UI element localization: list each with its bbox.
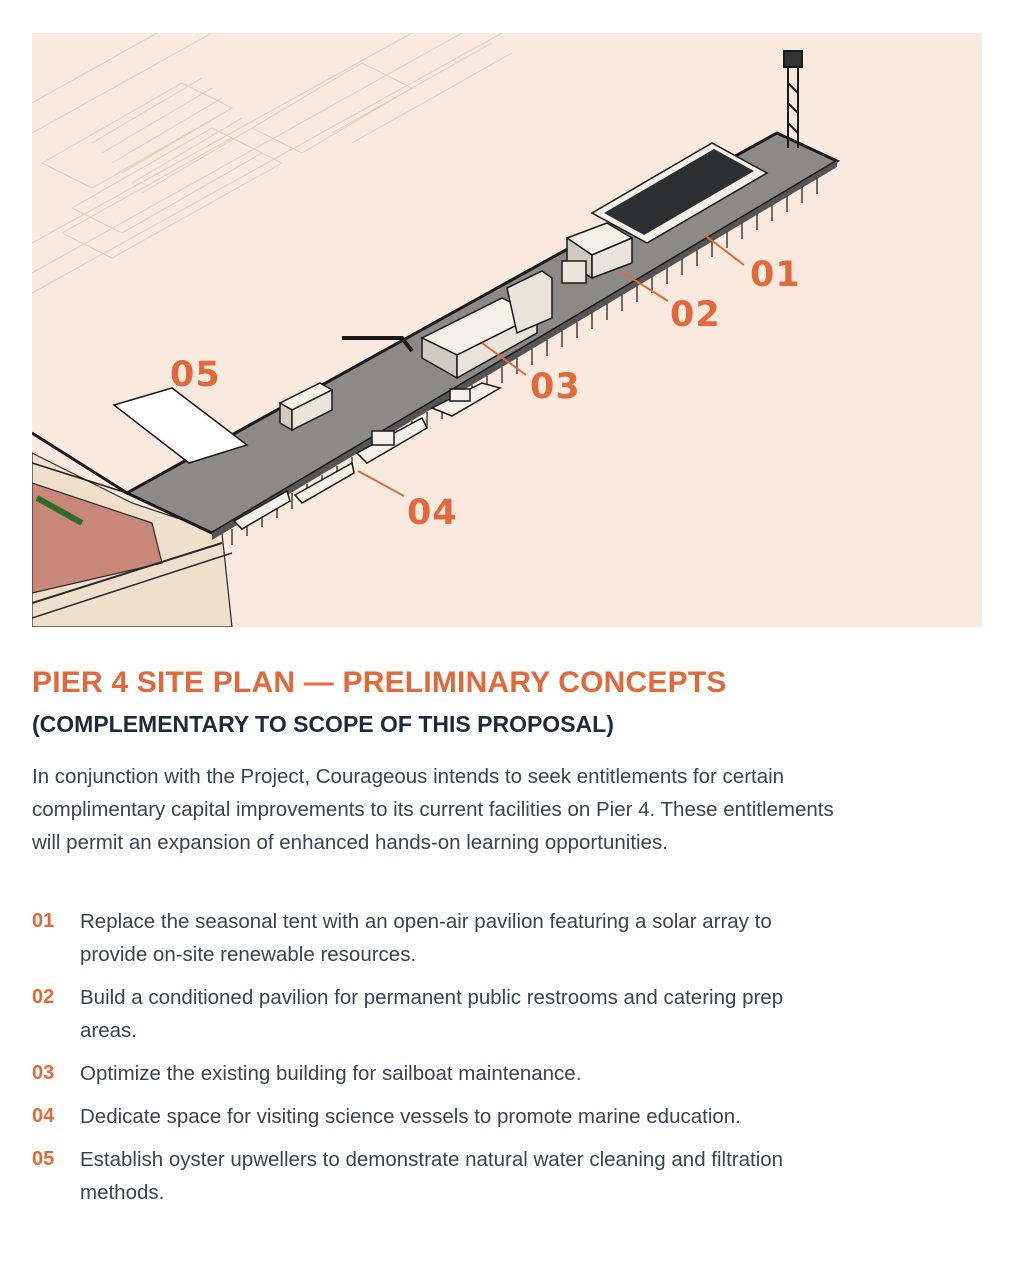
site-plan-illustration xyxy=(32,33,982,627)
callout-label-03: 03 xyxy=(530,367,581,407)
pier-axonometric-drawing xyxy=(32,33,982,627)
page-title: PIER 4 SITE PLAN — PRELIMINARY CONCEPTS xyxy=(32,666,727,699)
oyster-upweller-float xyxy=(114,388,247,463)
list-item xyxy=(32,981,842,1047)
item-text: Build a conditioned pavilion for permanent public restrooms and catering prep areas. xyxy=(80,986,784,1042)
item-number: 05 xyxy=(32,1148,55,1170)
background-buildings xyxy=(32,33,512,293)
callout-label-01: 01 xyxy=(750,255,801,295)
callout-label-02: 02 xyxy=(670,295,721,335)
item-number: 01 xyxy=(32,910,55,932)
intro-paragraph: In conjunction with the Project, Courageous intends to seek entitlements for certain complimentary capital improvements to its current facilities on Pier 4. These entitlements will permit an expansion of enhanced hands-on learning opportunities. xyxy=(32,765,834,854)
item-number: 04 xyxy=(32,1105,55,1127)
item-text: Optimize the existing building for sailboat maintenance. xyxy=(80,1062,582,1085)
item-number: 03 xyxy=(32,1062,55,1084)
list-item xyxy=(32,1143,842,1209)
list-item xyxy=(32,1057,842,1090)
page-subtitle: (COMPLEMENTARY TO SCOPE OF THIS PROPOSAL) xyxy=(32,711,614,737)
item-number: 02 xyxy=(32,986,55,1008)
item-text: Replace the seasonal tent with an open-air pavilion featuring a solar array to provide on-site renewable resources. xyxy=(80,910,772,966)
item-text: Establish oyster upwellers to demonstrate natural water cleaning and filtration methods. xyxy=(80,1148,784,1204)
list-item xyxy=(32,1100,842,1133)
list-item xyxy=(32,905,842,971)
concept-list xyxy=(32,905,842,1219)
callout-label-05: 05 xyxy=(170,355,221,395)
callout-label-04: 04 xyxy=(407,493,458,533)
item-text: Dedicate space for visiting science vessels to promote marine education. xyxy=(80,1105,741,1128)
light-tower xyxy=(784,51,802,148)
